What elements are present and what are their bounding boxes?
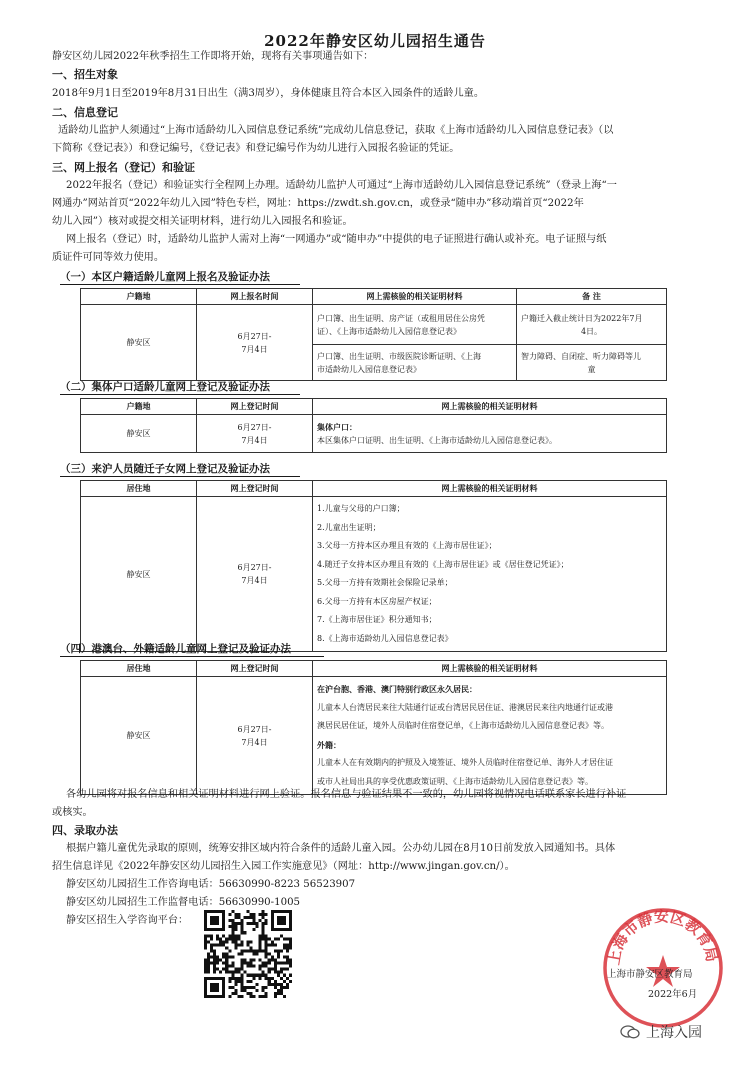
table-1-row-2-materials: 户口簿、出生证明、市级医院诊断证明、《上海 市适龄幼儿入园信息登记表》	[313, 345, 517, 381]
verification-note-line1: 各幼儿园将对报名信息和相关证明材料进行网上验证。报名信息与验证结果不一致的，幼儿园将视情况电话联系家长进行补证	[66, 789, 627, 800]
section-3-para1-line2: 网通办”网站首页“2022年幼儿入园”特色专栏，网址：https://zwdt.sh.gov.cn，或登录“随申办”移动端首页“2022年	[52, 198, 584, 209]
section-2-line-1: 适龄幼儿监护人须通过“上海市适龄幼儿入园信息登记系统”完成幼儿信息登记，获取《上海市适龄幼儿入园信息登记表》（以	[58, 125, 614, 136]
list-item: 8.《上海市适龄幼儿入园信息登记表》	[317, 633, 453, 643]
section-2-line-2: 下简称《登记表》）和登记编号，《登记表》和登记编号作为幼儿进行入园报名验证的凭证。	[52, 143, 460, 154]
table-2-caption-underline	[60, 394, 300, 395]
table-2-caption: （二）集体户口适龄儿童网上登记及验证办法	[60, 381, 270, 393]
table-3-header-place: 居住地	[81, 481, 197, 497]
foreign-label: 外籍：	[317, 739, 341, 750]
list-item: 4.随迁子女持本区办理且有效的《上海市居住证》或《居住登记凭证》；	[317, 559, 569, 569]
page-title: 2022年静安区幼儿园招生通告	[264, 32, 486, 50]
table-1-header-materials: 网上需核验的相关证明材料	[313, 289, 517, 305]
list-item: 5.父母一方持有效期社会保险记录单；	[317, 578, 453, 587]
table-4-header-place: 居住地	[81, 661, 197, 677]
table-2-header-place: 户籍地	[81, 399, 197, 415]
table-1-header-place: 户籍地	[81, 289, 197, 305]
table-3-header-time: 网上登记时间	[197, 481, 313, 497]
table-2-header-time: 网上登记时间	[197, 399, 313, 415]
table-2-materials-cell: 集体户口： 本区集体户口证明、出生证明、《上海市适龄幼儿入园信息登记表》。	[313, 415, 667, 453]
table-4-time-cell: 6月27日- 7月4日	[197, 677, 313, 795]
section-4-line1: 根据户籍儿童优先录取的原则，统筹安排区域内符合条件的适龄儿童入园。公办幼儿园在8月10日前发放入园通知书。具体	[66, 843, 616, 854]
table-3-caption-underline	[60, 476, 300, 477]
table-4-caption: （四）港澳台、外籍适龄儿童网上登记及验证办法	[60, 643, 291, 655]
table-2-place-cell: 静安区	[81, 415, 197, 453]
table-4-header-time: 网上登记时间	[197, 661, 313, 677]
table-2	[80, 398, 667, 453]
table-4-materials-cell: 在沪台胞、香港、澳门特别行政区永久居民： 儿童本人台湾居民来往大陆通行证或台湾居民居住证、港澳居民来往内地通行证或港 澳居民居住证，境外人员临时住宿登记单，《上海市适龄幼儿入园信息登记表》等。 外籍： 儿童本人在有效期内的护照及入境签证、境外人员临时住宿登记单、海外人才居住证 或市人社局出具的享受优惠政策证明、《上海市适龄幼儿入园信息登记表》等。	[313, 677, 667, 795]
svg-text:上海市静安区教育局: 上海市静安区教育局	[604, 907, 722, 967]
list-item: 2.儿童出生证明；	[317, 522, 381, 532]
table-3-header-materials: 网上需核验的相关证明材料	[313, 481, 667, 497]
intro-text: 静安区幼儿园2022年秋季招生工作即将开始，现将有关事项通告如下：	[52, 51, 374, 62]
table-3-caption: （三）来沪人员随迁子女网上登记及验证办法	[60, 463, 270, 475]
table-2-time-cell: 6月27日- 7月4日	[197, 415, 313, 453]
verification-note-line2: 或核实。	[52, 807, 93, 818]
list-item: 6.父母一方持有本区房屋产权证；	[317, 596, 437, 606]
section-3-para2-line2: 质证件可同等效力使用。	[52, 252, 165, 263]
section-4-heading: 四、录取办法	[52, 824, 118, 837]
qr-code-icon	[204, 910, 292, 998]
table-1-caption-underline	[60, 284, 300, 285]
section-2-heading: 二、信息登记	[52, 106, 118, 119]
table-4-caption-underline	[60, 656, 324, 657]
table-3-place-cell: 静安区	[81, 497, 197, 652]
list-item: 7.《上海市居住证》积分通知书；	[317, 615, 437, 624]
consult-phone: 静安区幼儿园招生工作咨询电话：56630990-8223 56523907	[66, 879, 356, 890]
seal-date-text: 2022年6月	[648, 989, 698, 1000]
table-1-row-1-notes: 户籍迁入截止统计日为2022年7月 4日。	[517, 305, 667, 345]
section-4-line2: 招生信息详见《2022年静安区幼儿园招生入园工作实施意见》（网址：http://www.jingan.gov.cn/）。	[52, 861, 515, 872]
table-1-caption: （一）本区户籍适龄儿童网上报名及验证办法	[60, 271, 270, 283]
table-1-header-notes: 备 注	[517, 289, 667, 305]
table-1-place-cell: 静安区	[81, 305, 197, 381]
table-4-place-cell: 静安区	[81, 677, 197, 795]
residents-label: 在沪台胞、香港、澳门特别行政区永久居民：	[317, 684, 477, 694]
platform-label: 静安区招生入学咨询平台：	[66, 915, 189, 926]
table-4	[80, 660, 667, 795]
table-4-header-materials: 网上需核验的相关证明材料	[313, 661, 667, 677]
list-item: 3.父母一方持本区办理且有效的《上海市居住证》；	[317, 541, 497, 550]
section-3-heading: 三、网上报名（登记）和验证	[52, 161, 195, 174]
seal-organization-text: 上海市静安区教育局	[607, 969, 693, 980]
table-1-row-1-materials: 户口簿、出生证明、房产证（或租用居住公房凭 证）、《上海市适龄幼儿入园信息登记表》	[313, 305, 517, 345]
table-1-header-time: 网上报名时间	[197, 289, 313, 305]
list-item: 1.儿童与父母的户口簿；	[317, 504, 405, 513]
watermark-text: 上海入园	[646, 1025, 702, 1041]
table-2-header-materials: 网上需核验的相关证明材料	[313, 399, 667, 415]
section-1-heading: 一、招生对象	[52, 68, 118, 81]
supervise-phone: 静安区幼儿园招生工作监督电话：56630990-1005	[66, 897, 301, 908]
section-3-para2-line1: 网上报名（登记）时，适龄幼儿监护人需对上海“一网通办”或“随申办”中提供的电子证照进行确认或补充。电子证照与纸	[66, 234, 607, 245]
table-3-time-cell: 6月27日- 7月4日	[197, 497, 313, 652]
section-3-para1-line3: 幼儿入园”）核对或提交相关证明材料，进行幼儿入园报名和验证。	[52, 216, 353, 227]
wechat-icon	[620, 1025, 640, 1039]
table-1	[80, 288, 667, 381]
watermark	[620, 1022, 702, 1042]
table-3-materials-list	[313, 497, 667, 652]
table-3	[80, 480, 667, 652]
section-1-text: 2018年9月1日至2019年8月31日出生（满3周岁），身体健康且符合本区入园条件的适龄儿童。	[52, 88, 485, 99]
table-1-row-2-notes: 智力障碍、自闭症、听力障碍等儿 童	[517, 345, 667, 381]
section-3-para1-line1: 2022年报名（登记）和验证实行全程网上办理。适龄幼儿监护人可通过“上海市适龄幼儿入园信息登记系统”（登录上海“一	[66, 180, 617, 191]
table-1-time-cell: 6月27日- 7月4日	[197, 305, 313, 381]
